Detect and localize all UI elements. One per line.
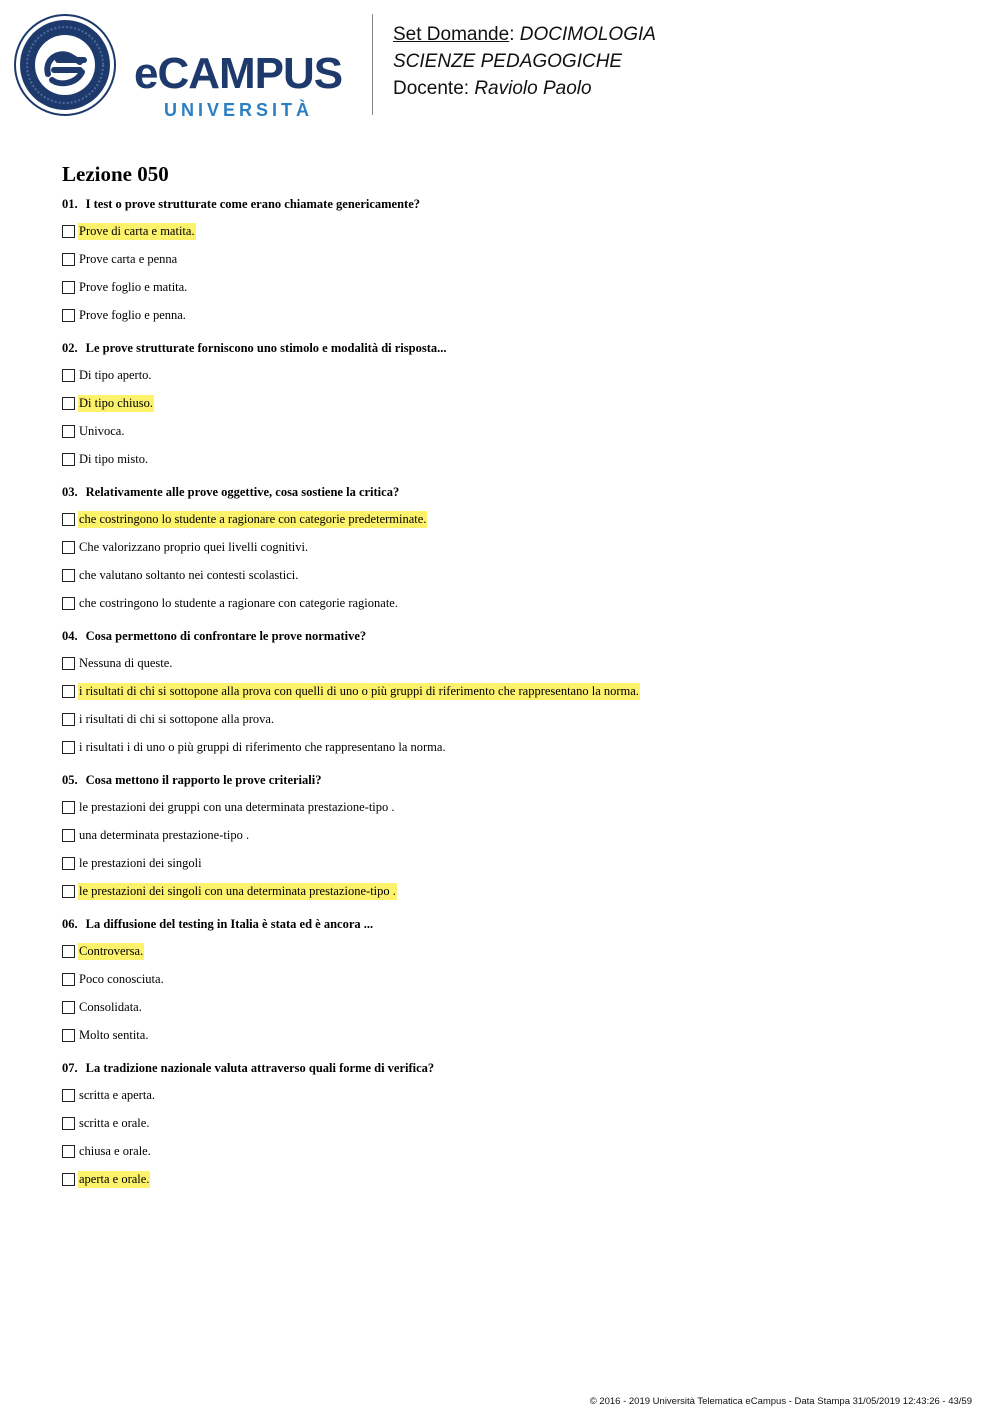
teacher-name: Raviolo Paolo: [474, 78, 592, 99]
answer-option[interactable]: [62, 533, 962, 561]
answer-text: Molto sentita.: [79, 1027, 149, 1042]
answer-option[interactable]: [62, 301, 962, 329]
question-number: 03.: [62, 485, 78, 499]
checkbox[interactable]: [62, 829, 75, 842]
answer-option[interactable]: [62, 273, 962, 301]
checkbox[interactable]: [62, 225, 75, 238]
checkbox[interactable]: [62, 945, 75, 958]
question-number: 06.: [62, 917, 78, 931]
lesson-title: Lezione 050: [62, 162, 169, 186]
checkbox[interactable]: [62, 1117, 75, 1130]
course-name: SCIENZE PEDAGOGICHE: [393, 51, 623, 72]
answer-option[interactable]: [62, 1081, 962, 1109]
logo-wordmark: eCAMPUS: [134, 49, 343, 98]
question-title: [62, 916, 962, 933]
answer-option-correct[interactable]: [62, 937, 962, 965]
answer-text: chiusa e orale.: [79, 1143, 151, 1158]
question-number: 07.: [62, 1061, 78, 1075]
answer-text: Prove carta e penna: [79, 251, 178, 266]
checkbox[interactable]: [62, 541, 75, 554]
question-block: [62, 484, 962, 617]
answer-option[interactable]: [62, 649, 962, 677]
answer-option[interactable]: [62, 245, 962, 273]
checkbox[interactable]: [62, 425, 75, 438]
question-block: [62, 772, 962, 905]
checkbox[interactable]: [62, 369, 75, 382]
answer-option[interactable]: [62, 993, 962, 1021]
checkbox[interactable]: [62, 1029, 75, 1042]
answer-option[interactable]: [62, 1109, 962, 1137]
checkbox[interactable]: [62, 569, 75, 582]
checkbox[interactable]: [62, 973, 75, 986]
answer-text: le prestazioni dei singoli: [79, 855, 202, 870]
ecampus-emblem-icon: [14, 14, 116, 116]
checkbox[interactable]: [62, 713, 75, 726]
set-label: Set Domande: [393, 24, 510, 45]
checkbox[interactable]: [62, 1145, 75, 1158]
answer-text: Univoca.: [79, 423, 125, 438]
question-text: Relativamente alle prove oggettive, cosa sostiene la critica?: [85, 485, 400, 499]
answer-option[interactable]: [62, 793, 962, 821]
question-text: I test o prove strutturate come erano chiamate genericamente?: [85, 197, 421, 211]
question-number: 02.: [62, 341, 78, 355]
question-number: 04.: [62, 629, 78, 643]
answer-text: Prove foglio e matita.: [79, 279, 188, 294]
question-list: [62, 196, 962, 1204]
page-footer: © 2016 - 2019 Università Telematica eCampus - Data Stampa 31/05/2019 12:43:26 - 43/59: [589, 1396, 972, 1407]
answer-text: i risultati di chi si sottopone alla prova.: [79, 711, 275, 726]
question-number: 01.: [62, 197, 78, 211]
answer-text: Prove di carta e matita.: [79, 223, 195, 238]
ecampus-logo: [14, 14, 359, 120]
answer-option[interactable]: [62, 733, 962, 761]
answer-option-correct[interactable]: [62, 1165, 962, 1193]
answer-text: Consolidata.: [79, 999, 142, 1014]
checkbox[interactable]: [62, 281, 75, 294]
answer-option[interactable]: [62, 705, 962, 733]
checkbox[interactable]: [62, 801, 75, 814]
answer-text: Di tipo aperto.: [79, 367, 152, 382]
answer-option[interactable]: [62, 589, 962, 617]
answer-text: i risultati di chi si sottopone alla prova con quelli di uno o più gruppi di riferimento che rappresentano la norma.: [79, 683, 639, 698]
answer-text: Controversa.: [79, 943, 144, 958]
question-title: [62, 484, 962, 501]
question-text: Cosa permettono di confrontare le prove normative?: [85, 629, 367, 643]
answer-text: che costringono lo studente a ragionare con categorie predeterminate.: [79, 511, 427, 526]
question-block: [62, 916, 962, 1049]
question-block: [62, 628, 962, 761]
question-block: [62, 196, 962, 329]
set-colon: :: [509, 24, 520, 45]
question-title: [62, 772, 962, 789]
answer-text: che costringono lo studente a ragionare con categorie ragionate.: [79, 595, 398, 610]
answer-option[interactable]: [62, 821, 962, 849]
header-divider: [372, 14, 373, 115]
answer-option[interactable]: [62, 1137, 962, 1165]
answer-text: le prestazioni dei singoli con una determinata prestazione-tipo .: [79, 883, 396, 898]
answer-option[interactable]: [62, 417, 962, 445]
checkbox[interactable]: [62, 513, 75, 526]
teacher-label: Docente:: [393, 78, 475, 99]
answer-option-correct[interactable]: [62, 217, 962, 245]
question-number: 05.: [62, 773, 78, 787]
answer-text: Di tipo misto.: [79, 451, 149, 466]
question-text: La tradizione nazionale valuta attraverso quali forme di verifica?: [85, 1061, 435, 1075]
answer-option-correct[interactable]: [62, 505, 962, 533]
checkbox[interactable]: [62, 253, 75, 266]
answer-text: che valutano soltanto nei contesti scolastici.: [79, 567, 299, 582]
question-block: [62, 340, 962, 473]
question-text: Le prove strutturate forniscono uno stimolo e modalità di risposta...: [85, 341, 447, 355]
question-title: [62, 628, 962, 645]
answer-option-correct[interactable]: [62, 677, 962, 705]
checkbox[interactable]: [62, 741, 75, 754]
answer-text: Prove foglio e penna.: [79, 307, 186, 322]
answer-option[interactable]: [62, 849, 962, 877]
checkbox[interactable]: [62, 397, 75, 410]
answer-text: Che valorizzano proprio quei livelli cognitivi.: [79, 539, 309, 554]
logo-subtitle: UNIVERSITÀ: [164, 100, 314, 120]
answer-text: i risultati i di uno o più gruppi di riferimento che rappresentano la norma.: [79, 739, 446, 754]
answer-option[interactable]: [62, 1021, 962, 1049]
checkbox[interactable]: [62, 453, 75, 466]
answer-text: Di tipo chiuso.: [79, 395, 153, 410]
set-line: [393, 21, 656, 48]
answer-text: aperta e orale.: [79, 1171, 150, 1186]
question-text: Cosa mettono il rapporto le prove criteriali?: [85, 773, 322, 787]
checkbox[interactable]: [62, 1001, 75, 1014]
answer-text: scritta e aperta.: [79, 1087, 155, 1102]
answer-text: Poco conosciuta.: [79, 971, 164, 986]
answer-option-correct[interactable]: [62, 389, 962, 417]
checkbox[interactable]: [62, 1173, 75, 1186]
answer-option[interactable]: [62, 445, 962, 473]
teacher-line: [393, 75, 656, 102]
question-title: [62, 196, 962, 213]
question-text: La diffusione del testing in Italia è stata ed è ancora ...: [85, 917, 374, 931]
checkbox[interactable]: [62, 857, 75, 870]
checkbox[interactable]: [62, 657, 75, 670]
set-value: DOCIMOLOGIA: [519, 24, 656, 45]
header-info: [393, 21, 656, 102]
answer-text: scritta e orale.: [79, 1115, 150, 1130]
question-block: [62, 1060, 962, 1193]
answer-option[interactable]: [62, 361, 962, 389]
question-title: [62, 340, 962, 357]
answer-option[interactable]: [62, 965, 962, 993]
checkbox[interactable]: [62, 597, 75, 610]
answer-text: una determinata prestazione-tipo .: [79, 827, 250, 842]
checkbox[interactable]: [62, 885, 75, 898]
answer-option[interactable]: [62, 561, 962, 589]
answer-option-correct[interactable]: [62, 877, 962, 905]
checkbox[interactable]: [62, 685, 75, 698]
checkbox[interactable]: [62, 309, 75, 322]
answer-text: Nessuna di queste.: [79, 655, 173, 670]
answer-text: le prestazioni dei gruppi con una determinata prestazione-tipo .: [79, 799, 395, 814]
question-title: [62, 1060, 962, 1077]
checkbox[interactable]: [62, 1089, 75, 1102]
